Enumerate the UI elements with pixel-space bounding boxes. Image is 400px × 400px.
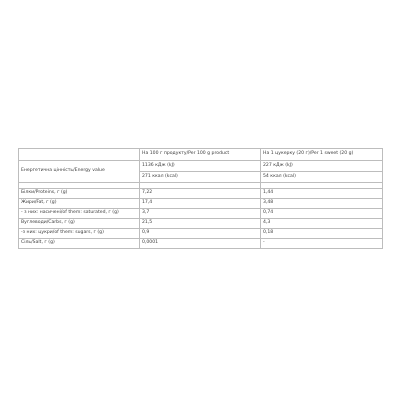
row-per-100g: 0,0001 xyxy=(140,239,261,249)
table-row-energy-kj xyxy=(19,161,383,172)
row-per-100g: 7,22 xyxy=(140,189,261,199)
table-header-row xyxy=(19,149,383,161)
nutrition-table xyxy=(18,148,383,249)
header-label-cell xyxy=(19,149,140,161)
table-row xyxy=(19,199,383,209)
row-label: Білки/Proteins, г (g) xyxy=(19,189,140,199)
row-label: Вуглеводи/Carbs, г (g) xyxy=(19,219,140,229)
row-label: Сіль/Salt, г (g) xyxy=(19,239,140,249)
row-label: Жири/Fat, г (g) xyxy=(19,199,140,209)
row-per-sweet: - xyxy=(261,239,383,249)
table-row xyxy=(19,229,383,239)
table-row xyxy=(19,209,383,219)
row-per-sweet: 1,44 xyxy=(261,189,383,199)
energy-label: Енергетична цінність/Energy value xyxy=(19,161,140,183)
energy-per-100g-kcal: 271 ккал (kcal) xyxy=(140,172,261,183)
energy-per-sweet-kcal: 54 ккал (kcal) xyxy=(261,172,383,183)
table-row xyxy=(19,219,383,229)
row-per-100g: 3,7 xyxy=(140,209,261,219)
row-per-sweet: 4,3 xyxy=(261,219,383,229)
energy-per-100g-kj: 1136 кДж (kJ) xyxy=(140,161,261,172)
header-per-100g: На 100 г продукту/Per 100 g product xyxy=(140,149,261,161)
row-per-100g: 0,9 xyxy=(140,229,261,239)
row-per-sweet: 0,74 xyxy=(261,209,383,219)
table-row xyxy=(19,189,383,199)
row-per-100g: 21,5 xyxy=(140,219,261,229)
row-per-sweet: 0,18 xyxy=(261,229,383,239)
row-per-100g: 17,4 xyxy=(140,199,261,209)
energy-per-sweet-kj: 227 кДж (kJ) xyxy=(261,161,383,172)
table-row xyxy=(19,239,383,249)
row-per-sweet: 3,48 xyxy=(261,199,383,209)
header-per-sweet: На 1 цукерку (20 г)/Per 1 sweet (20 g) xyxy=(261,149,383,161)
row-label: -з них: цукри/of them: sugars, г (g) xyxy=(19,229,140,239)
row-label: - з них: насичені/of them: saturated, г (g) xyxy=(19,209,140,219)
